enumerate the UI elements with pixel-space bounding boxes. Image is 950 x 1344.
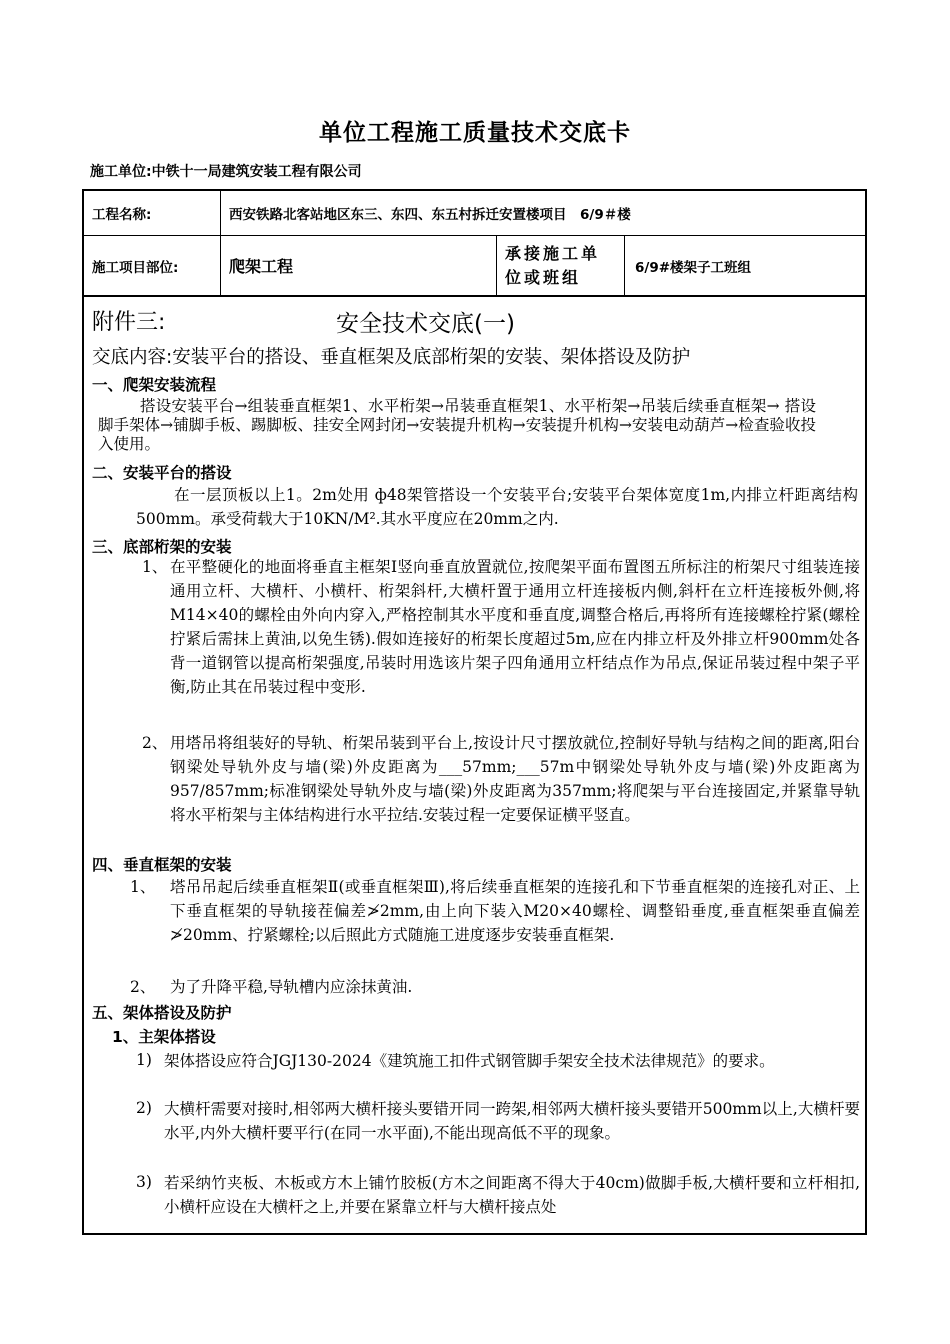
project-part-label: 施工项目部位:: [92, 259, 179, 276]
section-3-item-1-number: 1、: [142, 558, 168, 576]
section-2-text: 在一层顶板以上1。2m处用 ф48架管搭设一个安装平台;安装平台架体宽度1m,内排立杆距离结构500mm。承受荷载大于10KN/M².其水平度应在20mm之内.: [136, 486, 858, 528]
section-5-item-3-number: 3): [136, 1173, 152, 1191]
section-5-item-1: 架体搭设应符合JGJ130-2024《建筑施工扣件式钢管脚手架安全技术法律规范》的要求。: [164, 1052, 775, 1070]
section-4-heading: 四、垂直框架的安装: [92, 856, 232, 874]
section-5-heading: 五、架体搭设及防护: [92, 1004, 232, 1022]
annex-title: 安全技术交底(一): [336, 311, 515, 337]
section-3-item-2: 用塔吊将组装好的导轨、桁架吊装到平台上,按设计尺寸摆放就位,控制好导轨与结构之间的距离,阳台钢梁处导轨外皮与墙(梁)外皮距离为___57mm;___57m中钢梁处导轨外皮与墙(梁)外皮距离为957/857mm;标准钢梁处导轨外皮与墙(梁)外皮距离为357mm;将爬架与平台连接固定,并紧靠导轨将水平桁架与主体结构进行水平拉结.安装过程一定要保证横平竖直。: [170, 734, 860, 824]
section-3-item-2-number: 2、: [142, 734, 168, 752]
construction-unit: 施工单位:中铁十一局建筑安装工程有限公司: [90, 164, 362, 180]
section-5-subheading: 1、主架体搭设: [112, 1028, 216, 1046]
section-5-item-1-number: 1): [136, 1051, 152, 1069]
section-3-item-1: 在平整硬化的地面将垂直主框架Ⅰ竖向垂直放置就位,按爬架平面布置图五所标注的桁架尺寸组装连接通用立杆、大横杆、小横杆、桁架斜杆,大横杆置于通用立杆连接板内侧,斜杆在立杆连接板外侧,将M14×40的螺栓由外向内穿入,严格控制其水平度和垂直度,调整合格后,再将所有连接螺栓拧紧(螺栓拧紧后需抹上黄油,以免生锈).假如连接好的桁架长度超过5m,应在内排立杆及外排立杆900mm处各背一道钢管以提高桁架强度,吊装时用选该片架子四角通用立杆结点作为吊点,保证吊装过程中架子平衡,防止其在吊装过程中变形.: [170, 558, 860, 696]
section-1-text: 搭设安装平台→组装垂直框架1、水平桁架→吊装垂直框架1、水平桁架→吊装后续垂直框架→ 搭设脚手架体→铺脚手板、踢脚板、挂安全网封闭→安装提升机构→安装提升机构→安装电动葫芦→检查验收投入使用。: [98, 397, 816, 453]
project-name-value: 西安铁路北客站地区东三、东四、东五村拆迁安置楼项目 6/9＃楼: [220, 191, 865, 235]
contractor-value: 6/9#楼架子工班组: [624, 236, 865, 295]
section-4-item-1: 塔吊吊起后续垂直框架Ⅱ(或垂直框架Ⅲ),将后续垂直框架的连接孔和下节垂直框架的连接孔对正、上下垂直框架的导轨接茬偏差≯2mm,由上向下装入M20×40螺栓、调整铅垂度,垂直框架垂直偏差≯20mm、拧紧螺栓;以后照此方式随施工进度逐步安装垂直框架.: [170, 878, 860, 944]
project-part-row: [84, 236, 865, 297]
section-5-item-2: 大横杆需要对接时,相邻两大横杆接头要错开同一跨架,相邻两大横杆接头要错开500mm以上,大横杆要水平,内外大横杆要平行(在同一水平面),不能出现高低不平的现象。: [164, 1100, 860, 1142]
project-part-value: 爬架工程: [220, 236, 496, 295]
disclosure-card: [82, 189, 867, 1235]
project-name-label: 工程名称:: [92, 207, 152, 223]
section-1-heading: 一、爬架安装流程: [92, 376, 217, 394]
contractor-label: 承接施工单位或班组: [496, 236, 624, 295]
document-title: 单位工程施工质量技术交底卡: [319, 120, 631, 146]
section-2-heading: 二、安装平台的搭设: [92, 464, 232, 482]
section-5-item-3: 若采纳竹夹板、木板或方木上铺竹胶板(方木之间距离不得大于40cm)做脚手板,大横杆要和立杆相扣,小横杆应设在大横杆之上,并要在紧靠立杆与大横杆接点处: [164, 1174, 860, 1216]
annex-label: 附件三:: [92, 310, 166, 335]
section-5-item-2-number: 2): [136, 1099, 152, 1117]
project-name-row: [84, 191, 865, 236]
section-4-item-2-number: 2、: [130, 978, 156, 996]
disclosure-summary: 交底内容:安装平台的搭设、垂直框架及底部桁架的安装、架体搭设及防护: [92, 347, 691, 368]
section-4-item-1-number: 1、: [130, 878, 156, 896]
section-4-item-2: 为了升降平稳,导轨槽内应涂抹黄油.: [170, 978, 413, 996]
section-3-heading: 三、底部桁架的安装: [92, 538, 232, 556]
